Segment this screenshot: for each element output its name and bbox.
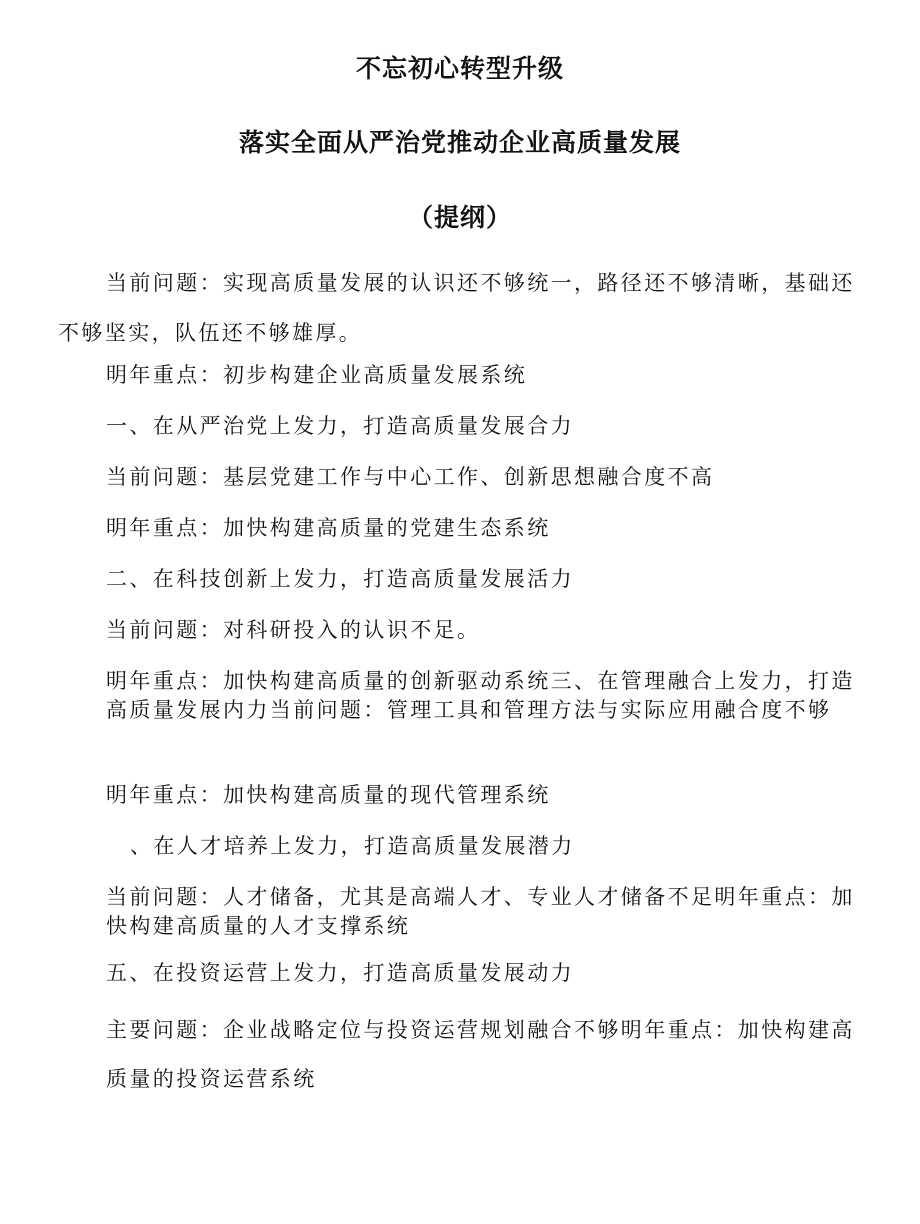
section-heading-2: 二、在科技创新上发力，打造高质量发展活力 xyxy=(106,567,574,591)
paragraph-next-year-focus-3: 明年重点：加快构建高质量的现代管理系统 xyxy=(106,783,551,807)
section-heading-4: 、在人才培养上发力，打造高质量发展潜力 xyxy=(130,834,575,858)
paragraph-current-issue-1: 当前问题：基层党建工作与中心工作、创新思想融合度不高 xyxy=(106,465,715,489)
document-title-line-1: 不忘初心转型升级 xyxy=(355,54,564,83)
paragraph-main-issue-5: 主要问题：企业战略定位与投资运营规划融合不够明年重点：加快构建高质量的投资运营系统 xyxy=(106,1018,855,1091)
paragraph-next-year-focus-overall: 明年重点：初步构建企业高质量发展系统 xyxy=(106,363,528,387)
section-heading-1: 一、在从严治党上发力，打造高质量发展合力 xyxy=(106,414,574,438)
paragraph-next-year-focus-2-and-section-3: 明年重点：加快构建高质量的创新驱动系统三、在管理融合上发力，打造高质量发展内力当前问题：管理工具和管理方法与实际应用融合度不够 xyxy=(106,669,855,722)
section-heading-5: 五、在投资运营上发力，打造高质量发展动力 xyxy=(106,961,574,985)
paragraph-current-issue-2: 当前问题：对科研投入的认识不足。 xyxy=(106,618,481,642)
paragraph-current-issue-4: 当前问题：人才储备，尤其是高端人才、专业人才储备不足明年重点：加快构建高质量的人才支撑系统 xyxy=(106,885,855,938)
paragraph-next-year-focus-1: 明年重点：加快构建高质量的党建生态系统 xyxy=(106,516,551,540)
document-title-outline-label: （提纲） xyxy=(407,203,512,232)
paragraph-current-issue-overall: 当前问题：实现高质量发展的认识还不够统一，路径还不够清晰，基础还不够坚实，队伍还不够雄厚。 xyxy=(58,271,855,345)
document-title-line-2: 落实全面从严治党推动企业高质量发展 xyxy=(238,128,681,157)
